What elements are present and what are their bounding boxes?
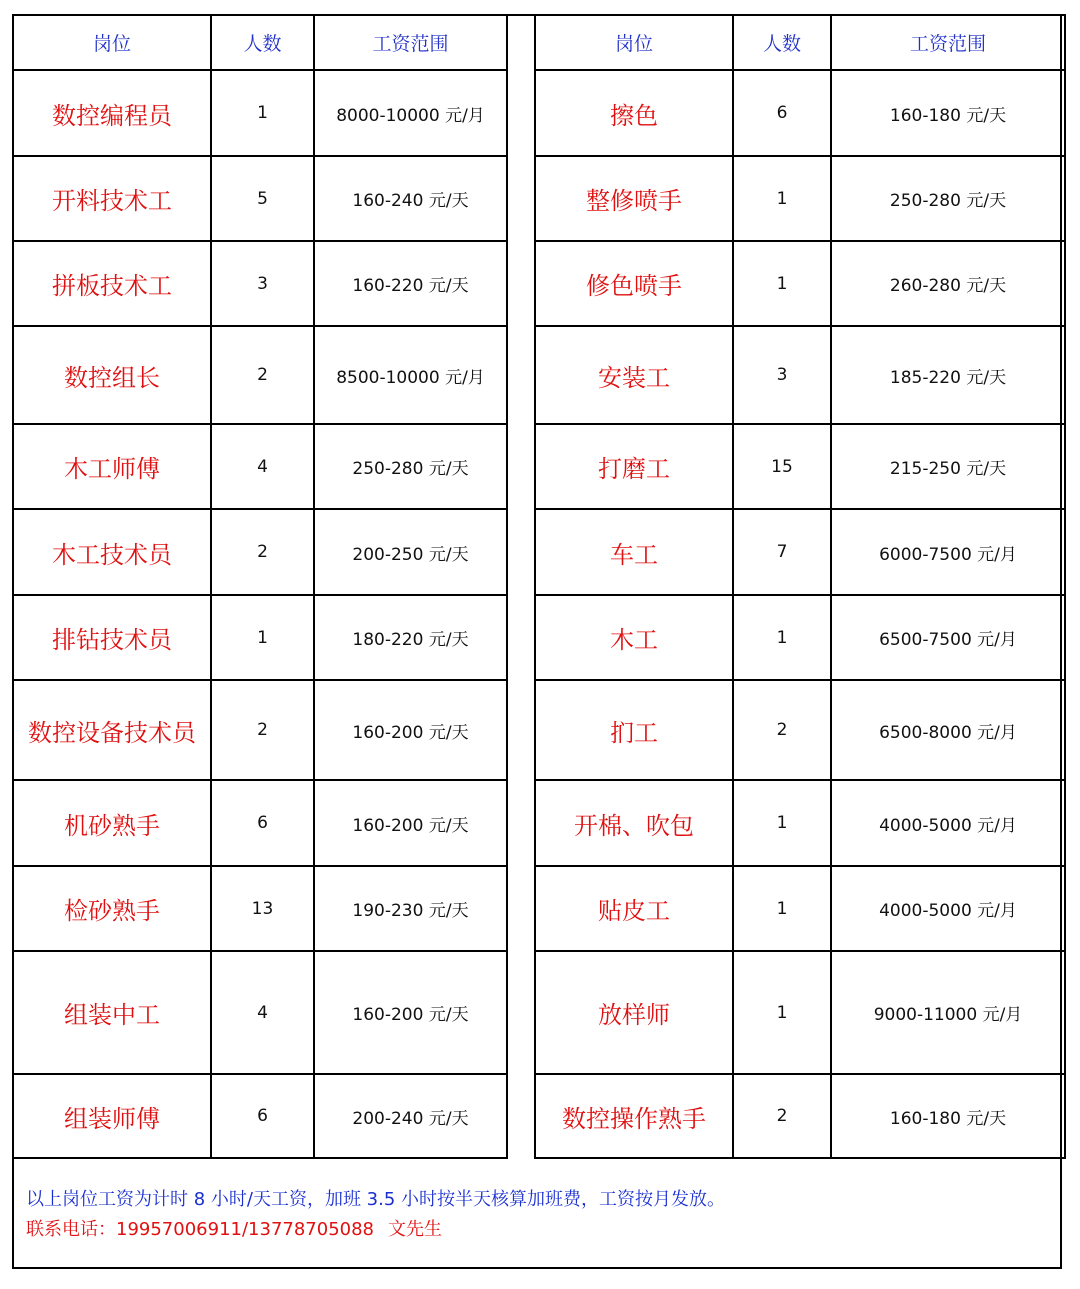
job-count: 2 bbox=[211, 680, 314, 780]
table-header-row bbox=[13, 15, 507, 70]
job-wage: 250-280 元/天 bbox=[314, 424, 507, 509]
table-row bbox=[535, 424, 1065, 509]
job-wage: 160-220 元/天 bbox=[314, 241, 507, 326]
header-count: 人数 bbox=[733, 15, 831, 70]
job-title: 木工 bbox=[535, 595, 733, 680]
job-title: 排钻技术员 bbox=[13, 595, 211, 680]
job-wage: 200-240 元/天 bbox=[314, 1074, 507, 1158]
job-wage: 160-240 元/天 bbox=[314, 156, 507, 241]
job-count: 13 bbox=[211, 866, 314, 951]
job-wage: 160-180 元/天 bbox=[831, 1074, 1065, 1158]
table-row bbox=[535, 595, 1065, 680]
header-count: 人数 bbox=[211, 15, 314, 70]
job-wage: 6000-7500 元/月 bbox=[831, 509, 1065, 595]
table-row bbox=[13, 780, 507, 866]
table-gap bbox=[508, 14, 534, 1156]
job-count: 1 bbox=[733, 780, 831, 866]
job-title: 修色喷手 bbox=[535, 241, 733, 326]
table-row bbox=[535, 509, 1065, 595]
table-row bbox=[535, 156, 1065, 241]
job-count: 1 bbox=[733, 866, 831, 951]
job-title: 开棉、吹包 bbox=[535, 780, 733, 866]
job-title: 木工师傅 bbox=[13, 424, 211, 509]
contact-name: 文先生 bbox=[388, 1219, 443, 1240]
job-wage: 190-230 元/天 bbox=[314, 866, 507, 951]
job-title: 贴皮工 bbox=[535, 866, 733, 951]
job-title: 擦色 bbox=[535, 70, 733, 156]
job-count: 1 bbox=[211, 595, 314, 680]
job-count: 3 bbox=[733, 326, 831, 424]
job-wage: 160-200 元/天 bbox=[314, 680, 507, 780]
job-count: 7 bbox=[733, 509, 831, 595]
job-title: 车工 bbox=[535, 509, 733, 595]
job-title: 打磨工 bbox=[535, 424, 733, 509]
table-row bbox=[13, 156, 507, 241]
job-count: 2 bbox=[733, 1074, 831, 1158]
job-count: 4 bbox=[211, 951, 314, 1074]
job-wage: 200-250 元/天 bbox=[314, 509, 507, 595]
job-wage: 250-280 元/天 bbox=[831, 156, 1065, 241]
job-title: 整修喷手 bbox=[535, 156, 733, 241]
job-wage: 180-220 元/天 bbox=[314, 595, 507, 680]
job-count: 6 bbox=[211, 780, 314, 866]
table-row bbox=[13, 680, 507, 780]
job-title: 组装师傅 bbox=[13, 1074, 211, 1158]
job-title: 机砂熟手 bbox=[13, 780, 211, 866]
job-wage: 6500-7500 元/月 bbox=[831, 595, 1065, 680]
job-count: 5 bbox=[211, 156, 314, 241]
table-row bbox=[13, 951, 507, 1074]
table-row bbox=[13, 595, 507, 680]
contact-line bbox=[26, 1215, 1046, 1245]
table-row bbox=[535, 780, 1065, 866]
table-row bbox=[535, 241, 1065, 326]
job-title: 数控设备技术员 bbox=[13, 680, 211, 780]
header-position: 岗位 bbox=[13, 15, 211, 70]
wage-note: 以上岗位工资为计时 8 小时/天工资，加班 3.5 小时按半天核算加班费，工资按月发放。 bbox=[26, 1189, 726, 1210]
job-wage: 160-200 元/天 bbox=[314, 780, 507, 866]
table-row bbox=[535, 680, 1065, 780]
job-title: 数控操作熟手 bbox=[535, 1074, 733, 1158]
table-header-row bbox=[535, 15, 1065, 70]
job-count: 2 bbox=[211, 509, 314, 595]
table-row bbox=[13, 509, 507, 595]
job-title: 数控组长 bbox=[13, 326, 211, 424]
footer-notes bbox=[26, 1185, 1046, 1245]
job-title: 数控编程员 bbox=[13, 70, 211, 156]
job-count: 2 bbox=[211, 326, 314, 424]
job-title: 检砂熟手 bbox=[13, 866, 211, 951]
table-row bbox=[13, 424, 507, 509]
job-count: 1 bbox=[733, 951, 831, 1074]
job-count: 1 bbox=[211, 70, 314, 156]
header-wage: 工资范围 bbox=[831, 15, 1065, 70]
job-wage: 185-220 元/天 bbox=[831, 326, 1065, 424]
job-count: 4 bbox=[211, 424, 314, 509]
job-count: 1 bbox=[733, 156, 831, 241]
job-wage: 160-180 元/天 bbox=[831, 70, 1065, 156]
job-count: 3 bbox=[211, 241, 314, 326]
job-tables bbox=[12, 14, 1062, 1156]
job-wage: 4000-5000 元/月 bbox=[831, 780, 1065, 866]
job-wage: 4000-5000 元/月 bbox=[831, 866, 1065, 951]
job-wage: 8500-10000 元/月 bbox=[314, 326, 507, 424]
job-title: 扪工 bbox=[535, 680, 733, 780]
table-row bbox=[13, 866, 507, 951]
job-table-left bbox=[12, 14, 508, 1159]
job-title: 组装中工 bbox=[13, 951, 211, 1074]
header-position: 岗位 bbox=[535, 15, 733, 70]
table-row bbox=[535, 326, 1065, 424]
table-row bbox=[13, 70, 507, 156]
job-count: 15 bbox=[733, 424, 831, 509]
job-wage: 6500-8000 元/月 bbox=[831, 680, 1065, 780]
job-wage: 9000-11000 元/月 bbox=[831, 951, 1065, 1074]
table-row bbox=[13, 241, 507, 326]
job-title: 木工技术员 bbox=[13, 509, 211, 595]
job-title: 开料技术工 bbox=[13, 156, 211, 241]
table-row bbox=[13, 326, 507, 424]
job-count: 2 bbox=[733, 680, 831, 780]
job-wage: 215-250 元/天 bbox=[831, 424, 1065, 509]
job-title: 安装工 bbox=[535, 326, 733, 424]
job-table-right bbox=[534, 14, 1066, 1159]
table-row bbox=[535, 70, 1065, 156]
job-wage: 260-280 元/天 bbox=[831, 241, 1065, 326]
job-title: 拼板技术工 bbox=[13, 241, 211, 326]
job-count: 6 bbox=[211, 1074, 314, 1158]
table-row bbox=[535, 951, 1065, 1074]
table-row bbox=[535, 1074, 1065, 1158]
job-count: 1 bbox=[733, 241, 831, 326]
job-count: 6 bbox=[733, 70, 831, 156]
job-title: 放样师 bbox=[535, 951, 733, 1074]
job-count: 1 bbox=[733, 595, 831, 680]
table-row bbox=[535, 866, 1065, 951]
table-row bbox=[13, 1074, 507, 1158]
header-wage: 工资范围 bbox=[314, 15, 507, 70]
job-wage: 8000-10000 元/月 bbox=[314, 70, 507, 156]
contact-phone: 联系电话：19957006911/13778705088 bbox=[26, 1219, 375, 1240]
job-wage: 160-200 元/天 bbox=[314, 951, 507, 1074]
